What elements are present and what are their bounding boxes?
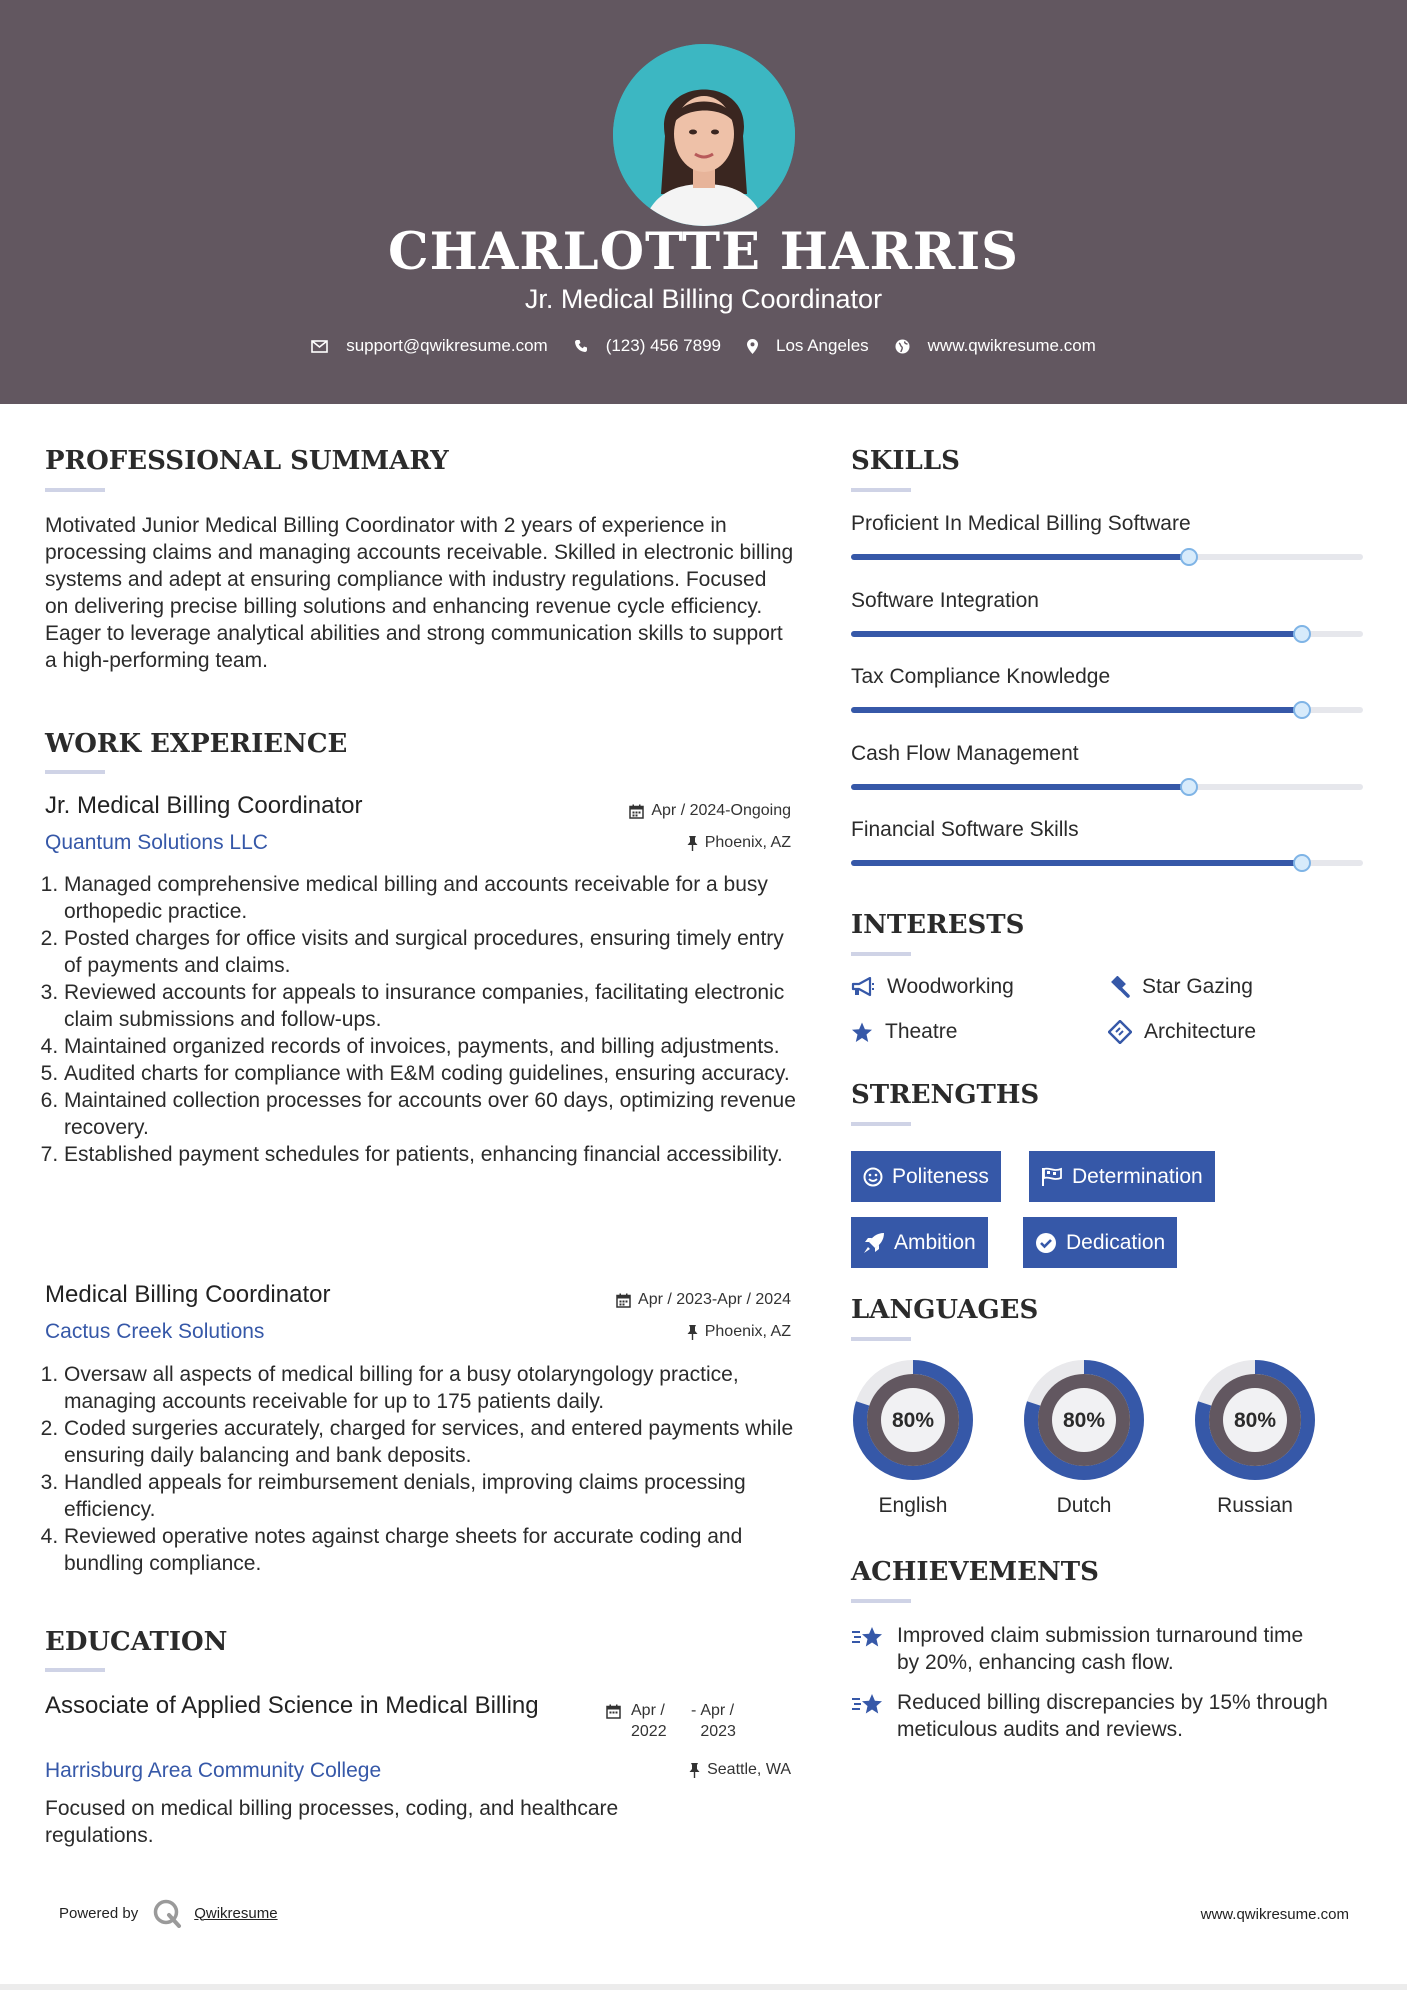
interest-star-gazing — [1108, 975, 1253, 999]
strength-label: Politeness — [892, 1164, 989, 1188]
skill-bar-fill — [851, 631, 1302, 637]
skill-bar — [851, 554, 1363, 560]
smile-icon — [863, 1167, 883, 1187]
list-item: 6. Maintained collection processes for accounts over 60 days, optimizing revenue recovery. — [64, 1087, 805, 1141]
education-location — [689, 1761, 791, 1779]
strength-label: Dedication — [1066, 1230, 1166, 1254]
language-name: Russian — [1217, 1494, 1293, 1517]
shooting-star-icon — [851, 1624, 885, 1652]
qwikresume-link[interactable]: Qwikresume — [194, 1904, 278, 1922]
education-heading: EDUCATION — [45, 1627, 228, 1657]
language-name: Dutch — [1056, 1494, 1112, 1517]
education-degree: Associate of Applied Science in Medical Billing — [45, 1692, 539, 1719]
job-2-dates — [616, 1291, 791, 1309]
skill-label: Financial Software Skills — [851, 818, 1079, 841]
flag-icon — [1041, 1167, 1063, 1187]
achievements-heading: ACHIEVEMENTS — [851, 1557, 1099, 1587]
skill-bar-fill — [851, 554, 1189, 560]
rocket-icon — [863, 1232, 885, 1254]
contact-phone-text: (123) 456 7899 — [605, 336, 722, 355]
profile-portrait-image — [613, 44, 795, 226]
interest-label: Architecture — [1144, 1020, 1257, 1043]
experience-heading: WORK EXPERIENCE — [45, 729, 348, 759]
job-2-bullets — [45, 1361, 805, 1577]
megaphone-icon — [851, 977, 875, 997]
powered-by-label: Powered by — [59, 1904, 139, 1922]
summary-heading: PROFESSIONAL SUMMARY — [45, 446, 449, 476]
job-2-location — [687, 1323, 791, 1341]
language-ring — [1192, 1357, 1318, 1488]
education-divider — [45, 1668, 105, 1672]
list-item: 2. Posted charges for office visits and surgical procedures, ensuring timely entry of payments and claims. — [64, 925, 805, 979]
skills-divider — [851, 488, 911, 492]
list-item: 2. Coded surgeries accurately, charged for services, and entered payments while ensuring daily balancing and bank deposits. — [64, 1415, 805, 1469]
achievement-item — [851, 1689, 1331, 1743]
contact-phone[interactable] — [574, 336, 721, 356]
skills-heading: SKILLS — [851, 446, 960, 476]
language-name: English — [878, 1494, 948, 1517]
page-bottom-edge — [0, 1984, 1407, 1990]
education-description: Focused on medical billing processes, coding, and healthcare regulations. — [45, 1797, 619, 1847]
interest-label: Star Gazing — [1142, 975, 1253, 998]
skill-bar-knob — [1180, 778, 1198, 796]
calendar-icon — [606, 1704, 621, 1719]
interest-architecture — [1108, 1020, 1256, 1044]
job-1-company: Quantum Solutions LLC — [45, 831, 268, 854]
job-2-company: Cactus Creek Solutions — [45, 1320, 265, 1343]
contact-bar — [0, 336, 1407, 356]
experience-divider — [45, 770, 105, 774]
qwikresume-logo-icon — [152, 1898, 182, 1928]
languages-heading: LANGUAGES — [851, 1295, 1039, 1325]
candidate-role: Jr. Medical Billing Coordinator — [524, 284, 883, 314]
skill-bar — [851, 631, 1363, 637]
pushpin-icon — [687, 836, 698, 851]
skill-bar-knob — [1180, 548, 1198, 566]
achievement-text: Improved claim submission turnaround time by 20%, enhancing cash flow. — [897, 1624, 1304, 1674]
job-1-dates — [629, 802, 791, 820]
calendar-icon — [629, 804, 644, 819]
strength-ambition — [851, 1217, 988, 1268]
education-end: Apr / 2023 — [700, 1702, 736, 1740]
contact-website-text: www.qwikresume.com — [927, 336, 1096, 355]
tag-icon — [1108, 1020, 1132, 1044]
skill-label: Cash Flow Management — [851, 741, 1079, 765]
interest-label: Theatre — [885, 1020, 958, 1043]
job-1-location-text: Phoenix, AZ — [704, 834, 791, 851]
interest-theatre — [851, 1020, 957, 1044]
footer-powered-by — [59, 1898, 278, 1928]
language-donut — [850, 1357, 976, 1483]
interest-label: Woodworking — [887, 975, 1014, 998]
achievement-item — [851, 1622, 1331, 1676]
profile-photo — [613, 44, 795, 226]
list-item: 7. Established payment schedules for patients, enhancing financial accessibility. — [64, 1141, 805, 1168]
strength-label: Determination — [1072, 1164, 1203, 1188]
phone-icon — [574, 339, 588, 353]
job-2-title: Medical Billing Coordinator — [45, 1281, 331, 1308]
language-donut — [1021, 1357, 1147, 1483]
interest-woodworking — [851, 975, 1014, 999]
language-percent: 80% — [1062, 1409, 1106, 1432]
footer-website[interactable]: www.qwikresume.com — [1200, 1906, 1349, 1923]
contact-email-text: support@qwikresume.com — [346, 336, 548, 355]
contact-website[interactable] — [895, 336, 1096, 356]
skill-bar-fill — [851, 707, 1302, 713]
language-donut — [1192, 1357, 1318, 1483]
skill-bar — [851, 784, 1363, 790]
job-1-bullets — [45, 871, 805, 1168]
map-pin-icon — [747, 339, 758, 354]
skill-bar-fill — [851, 860, 1302, 866]
list-item: 5. Audited charts for compliance with E&M coding guidelines, ensuring accuracy. — [64, 1060, 805, 1087]
pushpin-icon — [687, 1325, 698, 1340]
star-icon — [851, 1022, 873, 1043]
contact-location — [747, 336, 869, 356]
list-item: 1. Managed comprehensive medical billing and accounts receivable for a busy orthopedic practice. — [64, 871, 805, 925]
education-date-separator: - — [691, 1702, 697, 1719]
list-item: 4. Reviewed operative notes against charge sheets for accurate coding and bundling compliance. — [64, 1523, 805, 1577]
candidate-name: CHARLOTTE HARRIS — [388, 222, 1019, 282]
skill-label: Tax Compliance Knowledge — [851, 665, 1111, 688]
check-circle-icon — [1035, 1232, 1057, 1254]
skill-label: Software Integration — [851, 588, 1039, 612]
achievement-text: Reduced billing discrepancies by 15% through meticulous audits and reviews. — [897, 1691, 1328, 1741]
education-start: Apr / 2022 — [631, 1702, 667, 1740]
job-2-location-text: Phoenix, AZ — [704, 1323, 791, 1340]
education-dates — [606, 1700, 750, 1742]
shooting-star-icon — [851, 1691, 885, 1719]
calendar-icon — [616, 1293, 631, 1308]
skill-bar-fill — [851, 784, 1189, 790]
language-ring — [850, 1357, 976, 1488]
job-2-dates-text: Apr / 2023-Apr / 2024 — [638, 1291, 791, 1308]
skill-bar-knob — [1293, 854, 1311, 872]
language-ring — [1021, 1357, 1147, 1488]
skill-label: Proficient In Medical Billing Software — [851, 512, 1191, 535]
header-band — [0, 0, 1407, 404]
job-1-location — [687, 834, 791, 852]
interests-heading: INTERESTS — [851, 910, 1025, 940]
skill-bar-knob — [1293, 701, 1311, 719]
strength-label: Ambition — [894, 1230, 976, 1254]
strengths-heading: STRENGTHS — [851, 1080, 1040, 1110]
list-item: 4. Maintained organized records of invoices, payments, and billing adjustments. — [64, 1033, 805, 1060]
contact-email[interactable] — [311, 336, 548, 356]
skill-bar-knob — [1293, 625, 1311, 643]
summary-divider — [45, 488, 105, 492]
globe-icon — [895, 339, 910, 354]
languages-divider — [851, 1337, 911, 1341]
summary-text: Motivated Junior Medical Billing Coordinator with 2 years of experience in processing claims and managing accounts receivable. Skilled in electronic billing systems and adept at ensuring compliance with industry regulations. Focused on delivering precise billing solutions and enhancing revenue cycle efficiency. Eager to leverage analytical abilities and strong communication skills to support a high-performing team. — [45, 514, 794, 672]
strengths-divider — [851, 1122, 911, 1126]
skill-bar — [851, 860, 1363, 866]
contact-location-text: Los Angeles — [776, 336, 869, 355]
strength-politeness — [851, 1151, 1001, 1202]
education-location-text: Seattle, WA — [707, 1761, 791, 1778]
skill-bar — [851, 707, 1363, 713]
pushpin-icon — [689, 1763, 700, 1778]
gavel-icon — [1108, 976, 1130, 998]
list-item: 3. Reviewed accounts for appeals to insurance companies, facilitating electronic claim submissions and follow-ups. — [64, 979, 805, 1033]
education-school: Harrisburg Area Community College — [45, 1759, 382, 1782]
job-1-dates-text: Apr / 2024-Ongoing — [651, 802, 791, 819]
list-item: 1. Oversaw all aspects of medical billing for a busy otolaryngology practice, managing accounts receivable for up to 175 patients daily. — [64, 1361, 805, 1415]
strength-determination — [1029, 1151, 1215, 1202]
language-percent: 80% — [891, 1409, 935, 1432]
job-1-title: Jr. Medical Billing Coordinator — [45, 792, 363, 819]
strength-dedication — [1023, 1217, 1177, 1268]
achievements-divider — [851, 1599, 911, 1603]
list-item: 3. Handled appeals for reimbursement denials, improving claims processing efficiency. — [64, 1469, 805, 1523]
interests-divider — [851, 952, 911, 956]
language-percent: 80% — [1233, 1409, 1277, 1432]
envelope-icon — [311, 340, 328, 353]
